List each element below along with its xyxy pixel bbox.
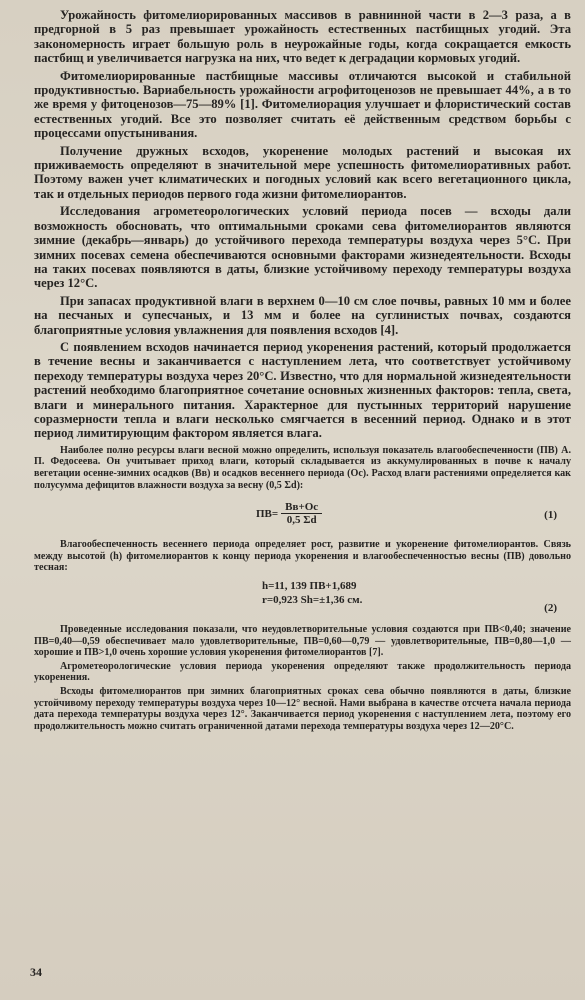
paragraph: Исследования агрометеорологических условий периода посев — всходы дали возможность обосновать, что оптимальными сроками сева фитомелиорантов являются зимние (декабрь—январь) до устойчивого перехода температуры воздуха через 5°С. При зимних посевах семена обеспечиваются основными факторами жизнедеятельности. Всходы на таких посевах появляются в даты, близкие устойчивому переходу температуры воздуха через 12°С. — [34, 204, 571, 291]
paragraph: При запасах продуктивной влаги в верхнем 0—10 см слое почвы, равных 10 мм и более на песчаных и супесчаных, и 13 мм и более на суглинистых почвах, создаются благоприятные условия увлажнения для появления всходов [4]. — [34, 293, 571, 337]
main-text — [34, 8, 571, 441]
paragraph-small: Влагообеспеченность весеннего периода определяет рост, развитие и укоренение фитомелиорантов. Связь между высотой (h) фитомелиорантов к концу периода укоренения и влагообеспеченностью весны (ПВ) довольно тесная: — [34, 539, 571, 574]
paragraph-small: Проведенные исследования показали, что неудовлетворительные условия создаются при ПВ<0,40; значение ПВ=0,40—0,59 обеспечивает мало удовлетворительные, ПВ=0,60—0,79 — удовлетворительные, ПВ=0,80—1,0 — хорошие и ПВ>1,0 очень хорошие условия укоренения фитомелиорантов [7]. — [34, 623, 571, 659]
equation-number-1: (1) — [544, 509, 557, 522]
formula-2 — [34, 578, 571, 618]
paragraph-small: Агрометеорологические условия периода укоренения определяют также продолжительность периода укоренения. — [34, 660, 571, 684]
paragraph: Фитомелиорированные пастбищные массивы отличаются высокой и стабильной продуктивностью. Вариабельность урожайности агрофитоценозов не превышает 44%, а в то же время у фитоценозов—75—89% [1]. Фитомелиорация улучшает и флористический состав естественных угодий. Все это позволяет считать её действенным средством борьбы с процессами опустынивания. — [34, 68, 571, 141]
formula-1-denominator: 0,5 Σd — [286, 514, 317, 527]
page-number: 34 — [30, 965, 42, 979]
paragraph: Получение дружных всходов, укоренение молодых растений и высокая их приживаемость определяют в значительной мере успешность фитомелиоративных работ. Поэтому важен учет климатических и погодных условий как всего вегетационного цикла, так и отдельных периодов первого года жизни фитомелиорантов. — [34, 143, 571, 201]
formula-1-fraction — [281, 501, 322, 526]
paragraph: Урожайность фитомелиорированных массивов в равнинной части в 2—3 раза, а в предгорной в 5 раз превышает урожайность естественных пастбищных угодий. Эта закономерность играет большую роль в неурожайные годы, когда сокращается емкость пастбищ и увеличивается нагрузка на них, что ведет к деградации кормовых угодий. — [34, 8, 571, 66]
paragraph-small: Всходы фитомелиорантов при зимних благоприятных сроках сева обычно появляются в даты, близкие устойчивому переходу температуры воздуха через 10—12° весной. Нами выбрана в качестве отсчета начала периода дата перехода температуры воздуха через 12°. Заканчивается период укоренения с наступлением лета, поэтому его продолжительность можно считать ограниченной датами перехода температуры воздуха через 12—20°С. — [34, 685, 571, 732]
equation-number-2: (2) — [544, 601, 557, 614]
formula-1-numerator: Вв+Ос — [281, 501, 322, 514]
formula-2-line-1: h=11, 139 ПВ+1,689 — [262, 579, 357, 592]
formula-1-lhs: ПВ= — [256, 507, 279, 520]
formula-2-line-2: r=0,923 Sh=±1,36 см. — [262, 593, 363, 606]
formula-1 — [34, 495, 571, 529]
paragraph-small: Наиболее полно ресурсы влаги весной можно определить, используя показатель влагообеспеченности (ПВ) А. П. Федосеева. Он учитывает приход влаги, который складывается из аккумулированных в почве к началу вегетации осенне-зимних осадков (Вв) и осадков весеннего периода (Ос). Расход влаги растениями определяется как полусумма дефицитов влажности воздуха за весну (0,5 Σd): — [34, 444, 571, 491]
small-print-section — [34, 445, 571, 733]
paragraph: С появлением всходов начинается период укоренения растений, который продолжается в течение весны и заканчивается с наступлением лета, что соответствует устойчивому переходу температуры воздуха через 20°С. Известно, что для нормальной жизнедеятельности растений необходимо благоприятное сочетание основных жизненных факторов: тепла, света, влаги и минерального питания. Характерное для пустынных территорий нарушение соразмерности тепла и влаги несколько смягчается в весенний период. Однако и в этот период лимитирующим фактором является влага. — [34, 339, 571, 441]
